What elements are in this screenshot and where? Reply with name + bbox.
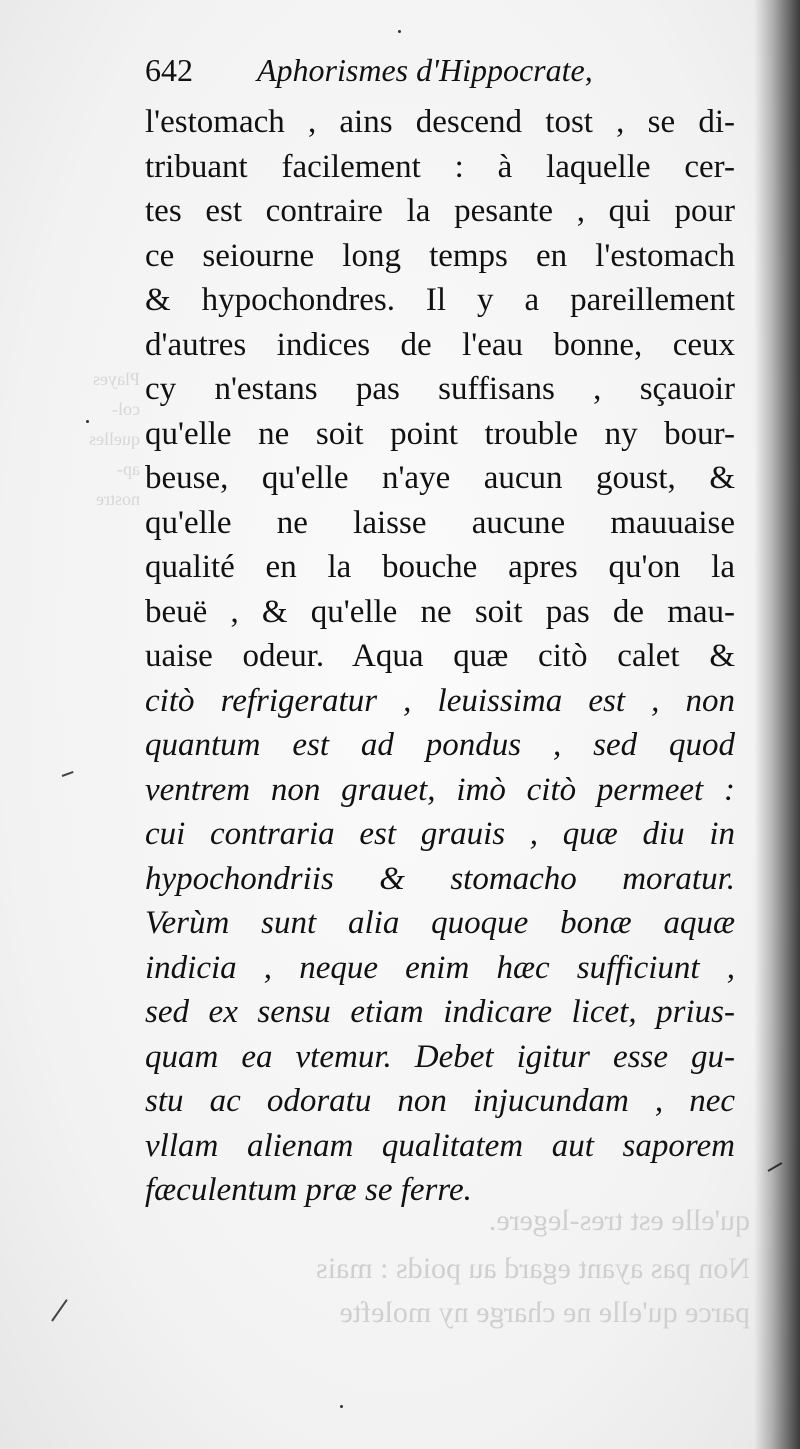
ink-speck [398,30,401,33]
text-line: qu'elle ne soit point trouble ny bour- [145,415,735,452]
page-edge-shadow [754,0,800,1449]
margin-bleed-note: col- [112,399,140,419]
text-line: tribuant facilement : à laquelle cer- [145,148,735,185]
ink-speck [86,420,89,423]
margin-bleed-note: Playes [93,369,140,389]
latin-text-line: ventrem non grauet, imò citò permeet : [145,771,735,808]
text-line: & hypochondres. Il y a pareillement [145,282,735,318]
body-text [145,100,735,1213]
text-line: l'estomach , ains descend tost , se di- [145,104,735,140]
latin-text-line: Verùm sunt alia quoque bonæ aquæ [145,905,735,941]
page-header [145,52,705,92]
text-line: uaise odeur. Aqua quæ citò calet & [145,638,735,674]
text-line: beuë , & qu'elle ne soit pas de mau- [145,593,735,630]
latin-text-line: cui contraria est grauis , quæ diu in [145,816,735,852]
page-number: 642 [145,52,193,88]
bleed-through-line: Non pas ayant egard au poids : mais [315,1252,750,1285]
latin-text-line: sed ex sensu etiam indicare licet, prius- [145,994,735,1030]
text-line: d'autres indices de l'eau bonne, ceux [145,326,735,363]
text-line: ce seiourne long temps en l'estomach [145,237,735,274]
text-line: tes est contraire la pesante , qui pour [145,193,735,229]
ink-speck [340,1405,343,1408]
latin-text-line: quam ea vtemur. Debet igitur esse gu- [145,1038,735,1075]
bleed-through-line: parce qu'elle ne charge ny molefte [339,1296,750,1329]
latin-text-line: indicia , neque enim hæc sufficiunt , [145,949,735,986]
text-line: qu'elle ne laisse aucune mauuaise [145,504,735,541]
latin-text-line: citò refrigeratur , leuissima est , non [145,682,735,719]
text-line: cy n'estans pas suffisans , sçauoir [145,371,735,407]
bleed-through-line: qu'elle est tres-legere. [488,1204,750,1237]
latin-text-line: hypochondriis & stomacho moratur. [145,860,735,897]
text-line: qualité en la bouche apres qu'on la [145,549,735,585]
latin-text-line: fæculentum præ se ferre. [145,1172,472,1208]
latin-text-line: stu ac odoratu non injucundam , nec [145,1083,735,1119]
margin-bleed-note: ap- [117,459,140,479]
latin-text-line: quantum est ad pondus , sed quod [145,727,735,763]
margin-bleed-note: quelles [89,429,140,449]
text-line: beuse, qu'elle n'aye aucun goust, & [145,460,735,496]
paper-scratch [51,1299,68,1321]
latin-text-line: vllam alienam qualitatem aut saporem [145,1127,735,1164]
running-title: Aphorismes d'Hippocrate, [257,52,593,88]
paper-scratch [62,771,74,777]
margin-bleed-note: nostre [96,489,140,509]
